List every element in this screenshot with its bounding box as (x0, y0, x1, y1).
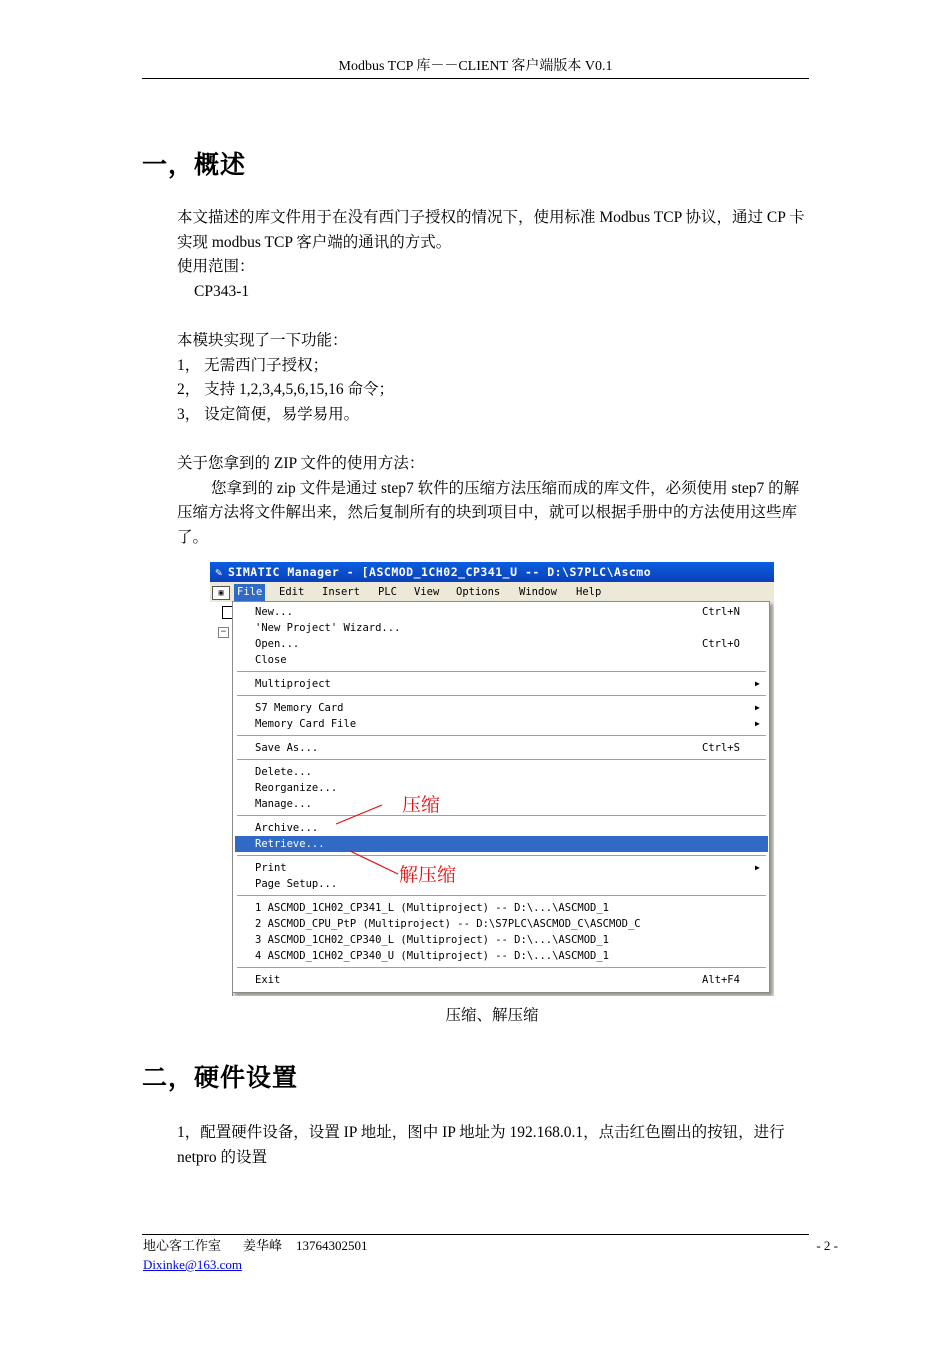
footer-studio: 地心客工作室 (143, 1238, 222, 1253)
menu-item-retrieve[interactable]: Retrieve... (235, 836, 768, 852)
section-heading-hardware: 二，硬件设置 (142, 1063, 299, 1092)
menu-item-save-as[interactable]: Save As... Ctrl+S (255, 742, 740, 754)
menu-item-reorganize[interactable]: Reorganize... (255, 782, 338, 794)
menu-item-new[interactable]: New... Ctrl+N (255, 606, 740, 618)
menu-file[interactable]: File (234, 584, 265, 601)
compress-pointer-line (336, 805, 382, 824)
tree-collapse-icon[interactable]: − (218, 627, 229, 638)
menu-item-exit[interactable]: Exit Alt+F4 (255, 974, 740, 986)
section-heading-overview: 一，概述 (142, 150, 247, 179)
feature-item: 1， 无需西门子授权； (177, 356, 329, 374)
submenu-arrow-icon: ▶ (755, 719, 760, 728)
menu-plc[interactable]: PLC (378, 586, 397, 598)
footer-author: 姜华峰 (243, 1238, 283, 1253)
intro-paragraph: 本文描述的库文件用于在没有西门子授权的情况下，使用标准 Modbus TCP 协议，通过 CP 卡实现 modbus TCP 客户端的通讯的方式。 (177, 209, 805, 251)
zip-label: 关于您拿到的 ZIP 文件的使用方法： (177, 454, 425, 472)
submenu-arrow-icon: ▶ (755, 679, 760, 688)
menu-item-archive[interactable]: Archive... (255, 822, 319, 834)
menu-window[interactable]: Window (519, 586, 557, 598)
menu-insert[interactable]: Insert (322, 586, 360, 598)
figure-caption: 压缩、解压缩 (445, 1007, 539, 1024)
decompress-pointer-line (350, 851, 398, 874)
menu-item-page-setup[interactable]: Page Setup... (255, 878, 338, 890)
hardware-paragraph: 1，配置硬件设备，设置 IP 地址，图中 IP 地址为 192.168.0.1，点击红色圈出的按钮，进行 netpro 的设置 (177, 1124, 785, 1166)
menu-item-multiproject[interactable]: Multiproject ▶ (255, 678, 760, 690)
feature-item: 3， 设定简便，易学易用。 (177, 405, 360, 423)
footer-divider (142, 1234, 809, 1235)
menu-item-print[interactable]: Print ▶ (255, 862, 760, 874)
menu-item-recent-project[interactable]: 1 ASCMOD_1CH02_CP341_L (Multiproject) -- D:\...\ASCMOD_1 (255, 902, 610, 914)
annotation-decompress: 解压缩 (399, 864, 457, 886)
annotation-lines (210, 562, 774, 996)
footer-email-link[interactable]: Dixinke@163.com (143, 1257, 242, 1272)
scope-label: 使用范围： (177, 258, 255, 276)
menu-item-close[interactable]: Close (255, 654, 287, 666)
footer-info (143, 1236, 368, 1274)
menu-item-recent-project[interactable]: 3 ASCMOD_1CH02_CP340_L (Multiproject) -- D:\...\ASCMOD_1 (255, 934, 610, 946)
zip-paragraph: 您拿到的 zip 文件是通过 step7 软件的压缩方法压缩而成的库文件，必须使用 step7 的解压缩方法将文件解出来，然后复制所有的块到项目中，就可以根据手册中的方法使用这些库了。 (177, 479, 800, 546)
page-number: - 2 - (816, 1238, 838, 1253)
menu-edit[interactable]: Edit (279, 586, 305, 598)
project-window-icon: ▣ (212, 586, 230, 600)
menu-item-recent-project[interactable]: 2 ASCMOD_CPU_PtP (Multiproject) -- D:\S7PLC\ASCMOD_C\ASCMOD_C (255, 918, 641, 930)
page-header: Modbus TCP 库－－CLIENT 客户端版本 V0.1 (142, 56, 809, 79)
footer-phone: 13764302501 (296, 1238, 368, 1253)
menu-view[interactable]: View (414, 586, 440, 598)
simatic-screenshot (210, 562, 774, 996)
menu-item-delete[interactable]: Delete... (255, 766, 312, 778)
simatic-app-icon: ✎ (215, 565, 223, 579)
menu-options[interactable]: Options (456, 586, 501, 598)
features-label: 本模块实现了一下功能： (177, 331, 348, 349)
scope-value: CP343-1 (194, 282, 250, 300)
menu-item-s7-memory-card[interactable]: S7 Memory Card ▶ (255, 702, 760, 714)
annotation-compress: 压缩 (402, 794, 441, 816)
overview-body (177, 206, 809, 550)
menu-help[interactable]: Help (576, 586, 602, 598)
menu-item-manage[interactable]: Manage... (255, 798, 312, 810)
menu-item-open[interactable]: Open... Ctrl+O (255, 638, 740, 650)
feature-item: 2， 支持 1,2,3,4,5,6,15,16 命令； (177, 381, 395, 399)
window-title: SIMATIC Manager - [ASCMOD_1CH02_CP341_U -- D:\S7PLC\Ascmo (228, 565, 652, 579)
menu-item-recent-project[interactable]: 4 ASCMOD_1CH02_CP340_U (Multiproject) -- D:\...\ASCMOD_1 (255, 950, 610, 962)
submenu-arrow-icon: ▶ (755, 863, 760, 872)
menu-item-new-project-wizard[interactable]: 'New Project' Wizard... (255, 622, 401, 634)
submenu-arrow-icon: ▶ (755, 703, 760, 712)
hardware-body (177, 1121, 809, 1170)
menu-item-memory-card-file[interactable]: Memory Card File ▶ (255, 718, 760, 730)
